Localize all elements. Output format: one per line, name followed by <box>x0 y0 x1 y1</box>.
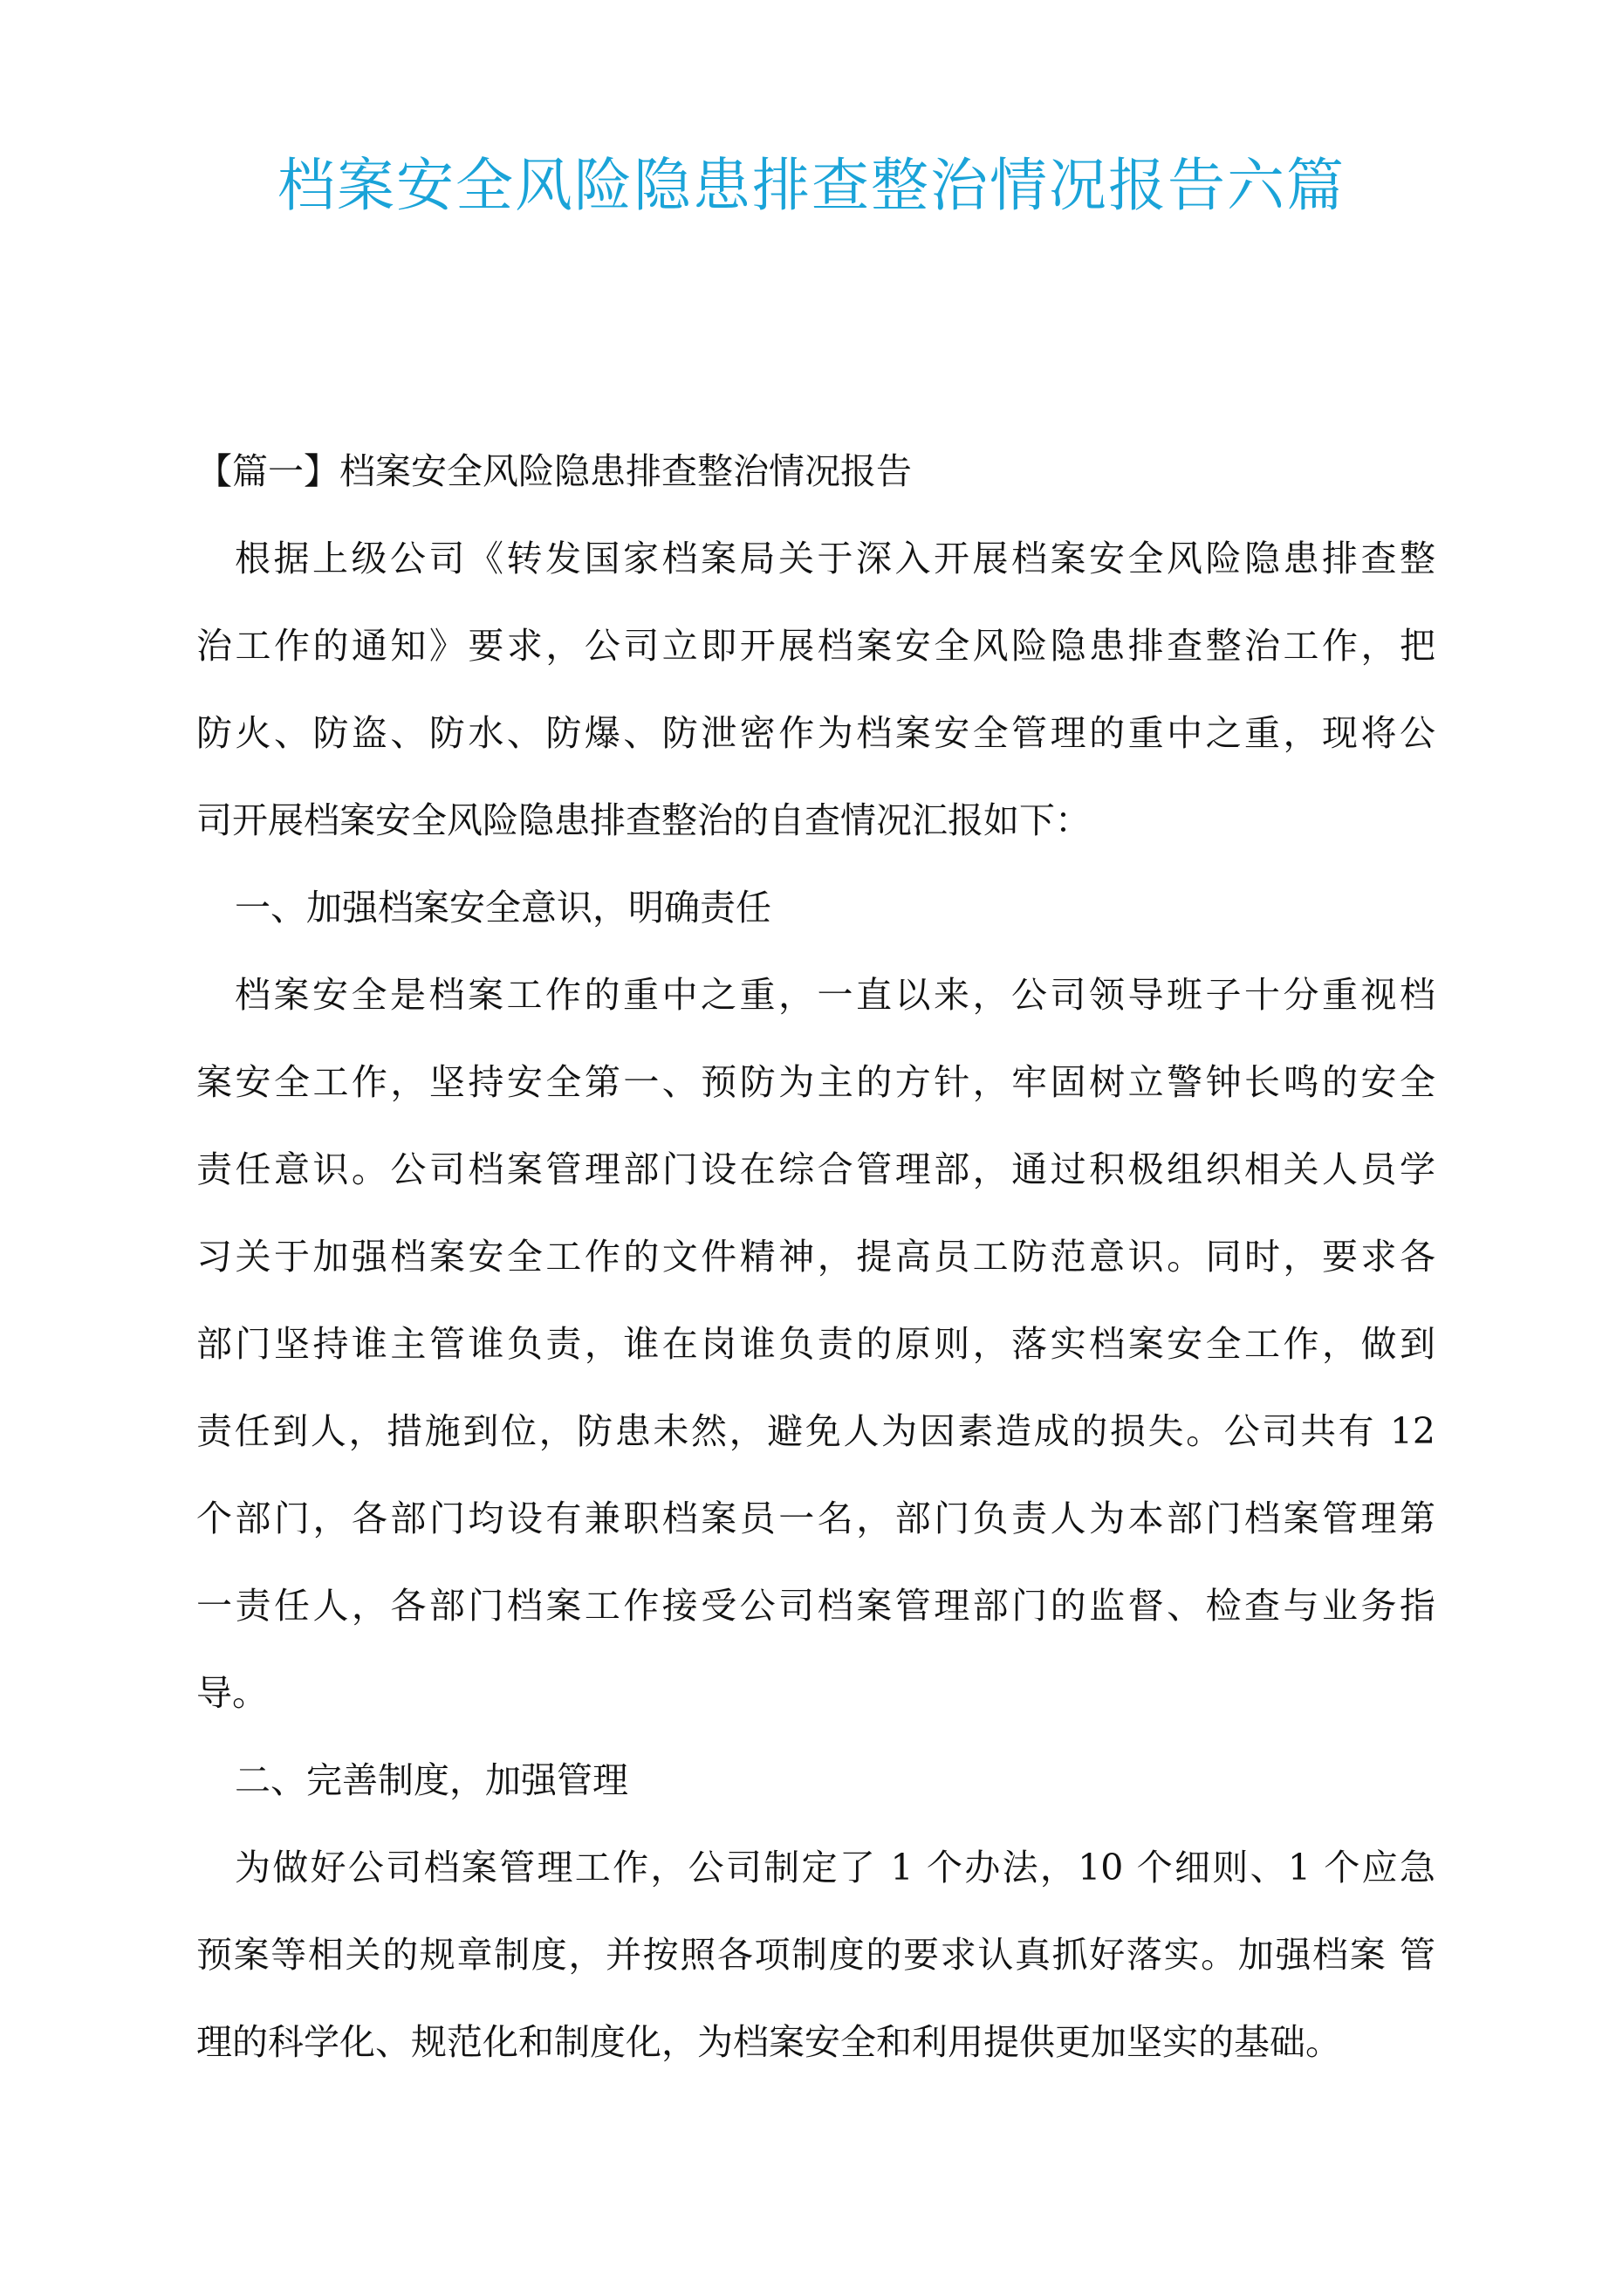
paragraph-line: 一责任人，各部门档案工作接受公司档案管理部门的监督、检查与业务指 <box>196 1585 1435 1627</box>
subheading-line: 一、加强档案安全意识，明确责任 <box>235 887 771 929</box>
paragraph-line: 档案安全是档案工作的重中之重，一直以来，公司领导班子十分重视档 <box>235 974 1435 1016</box>
paragraph-system <box>196 1824 1435 2086</box>
paragraph-line: 责任意识。公司档案管理部门设在综合管理部，通过积极组织相关人员学 <box>196 1148 1435 1190</box>
subheading-2 <box>196 1737 1435 1824</box>
document-title: 档案安全风险隐患排查整治情况报告六篇 <box>277 152 1346 219</box>
paragraph-line: 部门坚持谁主管谁负责，谁在岗谁负责的原则，落实档案安全工作，做到 <box>196 1323 1435 1365</box>
section-heading: 【篇一】档案安全风险隐患排查整治情况报告 <box>196 450 912 492</box>
paragraph-line: 案安全工作，坚持安全第一、预防为主的方针，牢固树立警钟长鸣的安全 <box>196 1061 1435 1103</box>
paragraph-line: 为做好公司档案管理工作，公司制定了 1 个办法，10 个细则、1 个应急 <box>235 1847 1435 1888</box>
paragraph-intro <box>196 515 1435 864</box>
paragraph-line: 治工作的通知》要求，公司立即开展档案安全风险隐患排查整治工作，把 <box>196 625 1435 667</box>
paragraph-line: 习关于加强档案安全工作的文件精神，提高员工防范意识。同时，要求各 <box>196 1236 1435 1278</box>
paragraph-line: 预案等相关的规章制度，并按照各项制度的要求认真抓好落实。加强档案 管 <box>196 1934 1435 1976</box>
subheading-1 <box>196 864 1435 951</box>
subheading-line: 二、完善制度，加强管理 <box>235 1759 628 1801</box>
paragraph-line: 个部门，各部门均设有兼职档案员一名，部门负责人为本部门档案管理第 <box>196 1498 1435 1539</box>
paragraph-line: 理的科学化、规范化和制度化，为档案安全和利用提供更加坚实的基础。 <box>196 2021 1341 2063</box>
paragraph-line: 防火、防盗、防水、防爆、防泄密作为档案安全管理的重中之重，现将公 <box>196 712 1435 754</box>
paragraph-line: 导。 <box>196 1672 268 1714</box>
paragraph-line: 根据上级公司《转发国家档案局关于深入开展档案安全风险隐患排查整 <box>235 538 1435 579</box>
paragraph-line: 责任到人，措施到位，防患未然，避免人为因素造成的损失。公司共有 12 <box>196 1410 1435 1452</box>
paragraph-awareness <box>196 951 1435 1737</box>
paragraph-line: 司开展档案安全风险隐患排查整治的自查情况汇报如下： <box>196 799 1091 841</box>
document-body <box>196 428 1435 2086</box>
